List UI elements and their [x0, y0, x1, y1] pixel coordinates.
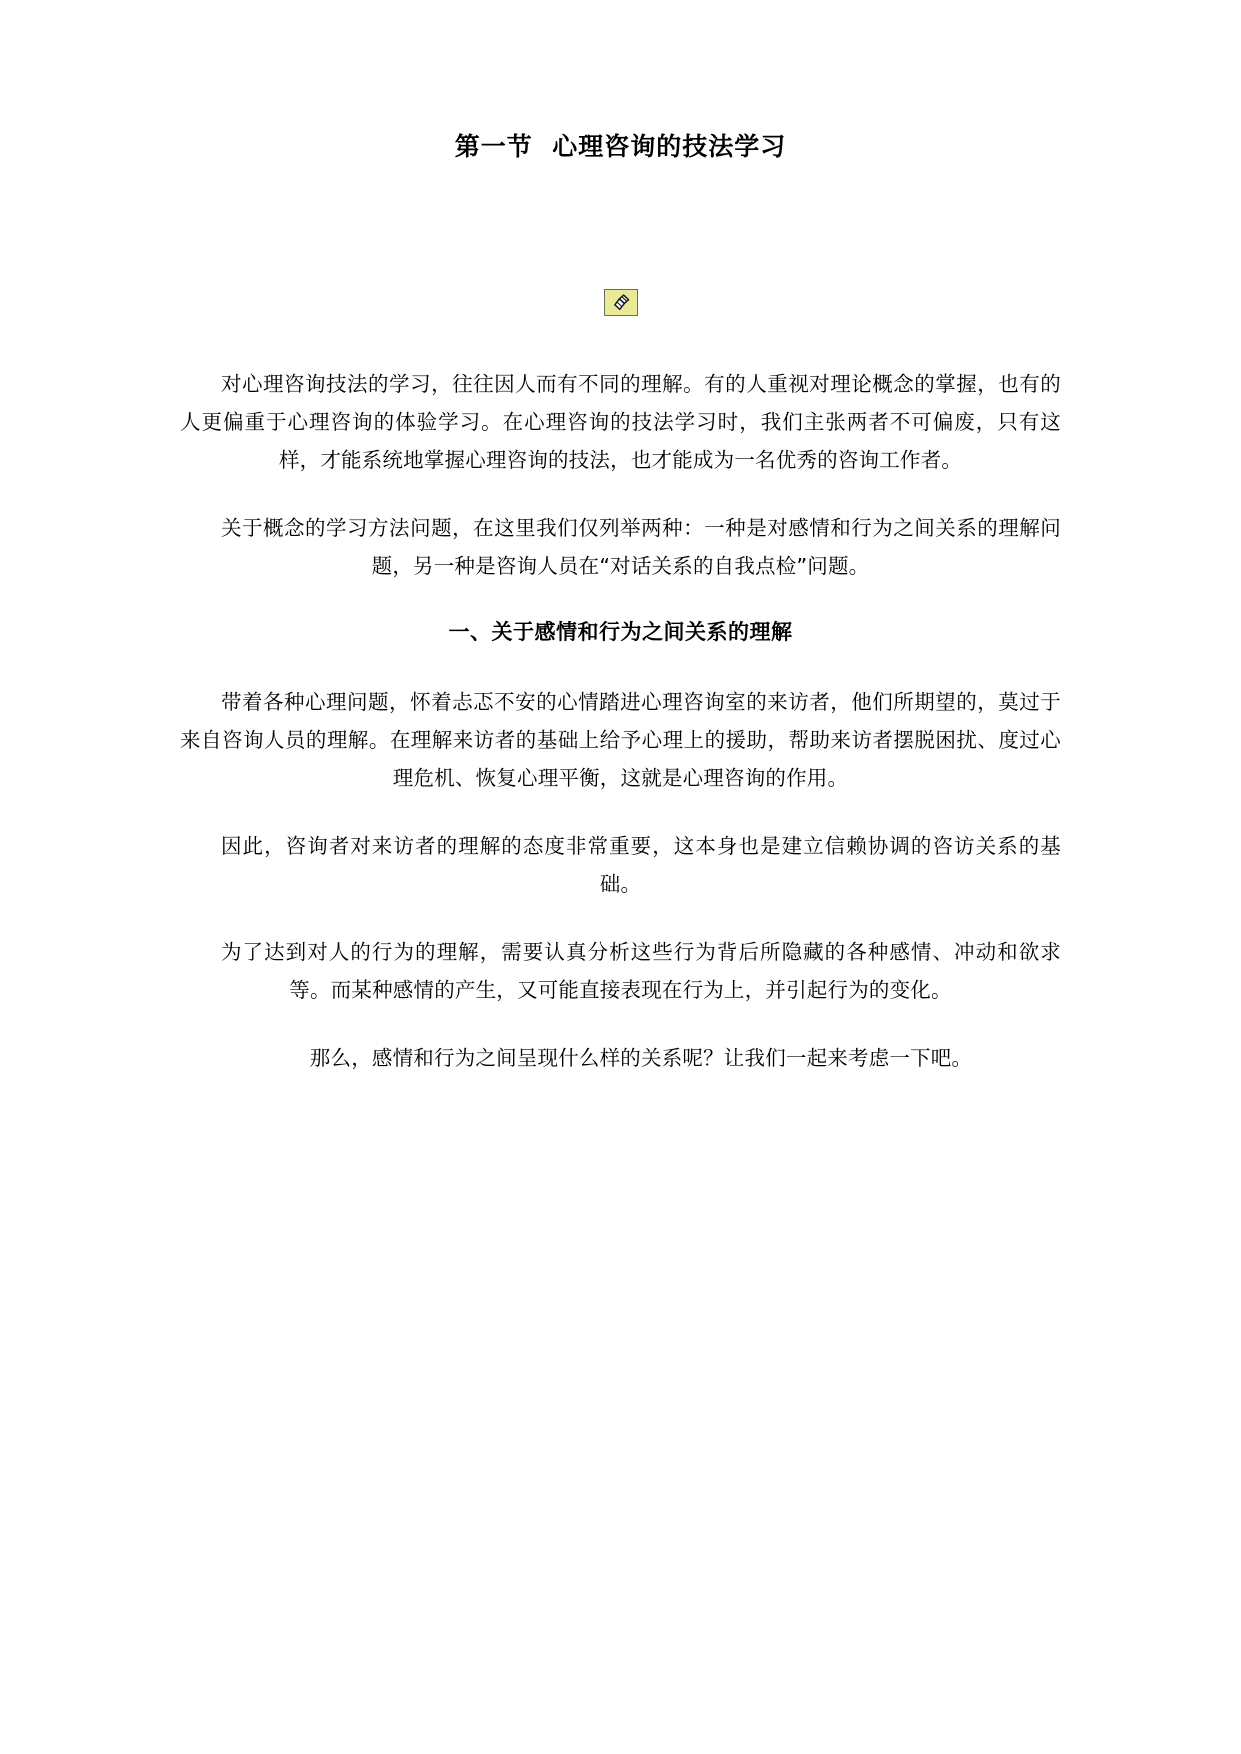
- figure-row: [180, 285, 1061, 319]
- sub-heading-1: 一、关于感情和行为之间关系的理解: [448, 619, 793, 644]
- paragraph-6: 那么，感情和行为之间呈现什么样的关系呢？让我们一起来考虑一下吧。: [309, 1045, 973, 1070]
- paragraph-2: 关于概念的学习方法问题，在这里我们仅列举两种：一种是对感情和行为之间关系的理解问题，另一种是咨询人员在“对话关系的自我点检”问题。: [221, 515, 1061, 578]
- page-title: 第一节 心理咨询的技法学习: [454, 132, 787, 161]
- paragraph-5: 为了达到对人的行为的理解，需要认真分析这些行为背后所隐藏的各种感情、冲动和欲求等。而某种感情的产生，又可能直接表现在行为上，并引起行为的变化。: [221, 939, 1061, 1002]
- document-content: [180, 0, 1061, 1077]
- broken-image-placeholder-icon: [604, 289, 638, 316]
- paragraph-4: 因此，咨询者对来访者的理解的态度非常重要，这本身也是建立信赖协调的咨访关系的基础。: [221, 833, 1061, 896]
- paragraph-1: 对心理咨询技法的学习，往往因人而有不同的理解。有的人重视对理论概念的掌握，也有的人更偏重于心理咨询的体验学习。在心理咨询的技法学习时，我们主张两者不可偏废，只有这样，才能系统地掌握心理咨询的技法，也才能成为一名优秀的咨询工作者。: [180, 371, 1061, 472]
- paragraph-3: 带着各种心理问题，怀着忐忑不安的心情踏进心理咨询室的来访者，他们所期望的，莫过于来自咨询人员的理解。在理解来访者的基础上给予心理上的援助，帮助来访者摆脱困扰、度过心理危机、恢复心理平衡，这就是心理咨询的作用。: [180, 689, 1061, 790]
